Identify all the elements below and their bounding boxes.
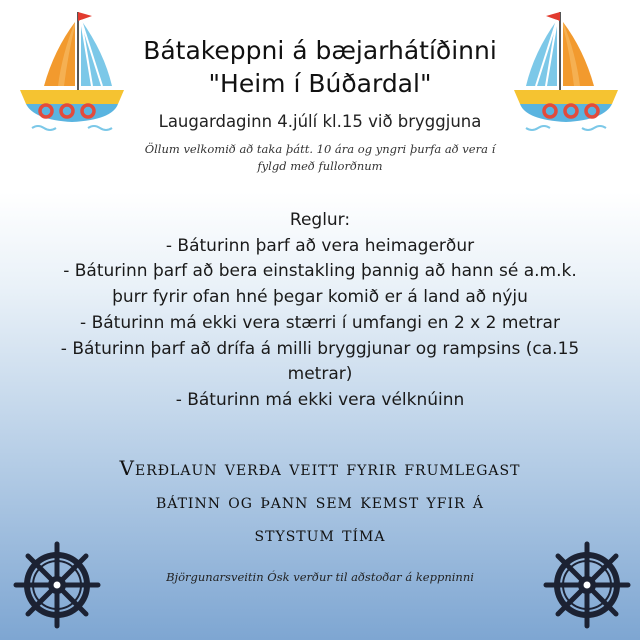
sailboat-icon xyxy=(508,4,626,136)
title-line: "Heim í Búðardal" xyxy=(208,69,432,98)
rule-line: metrar) xyxy=(287,364,353,385)
title-line: Bátakeppni á bæjarhátíðinni xyxy=(143,36,497,65)
page-title xyxy=(130,34,510,100)
rule-line: - Báturinn þarf að drífa á milli bryggjunar og rampsins (ca.15 xyxy=(60,338,580,359)
ship-wheel-icon xyxy=(12,540,102,630)
prize-line: bátinn og þann sem kemst yfir á xyxy=(155,489,485,513)
rule-line: - Báturinn má ekki vera stærri í umfangi en 2 x 2 metrar xyxy=(80,312,560,333)
prize-section xyxy=(70,452,570,551)
ship-wheel-icon xyxy=(542,540,632,630)
rule-line: - Báturinn má ekki vera vélknúinn xyxy=(175,389,465,410)
event-date: Laugardaginn 4.júlí kl.15 við bryggjuna xyxy=(158,112,482,131)
prize-line: stystum tíma xyxy=(254,522,386,546)
rule-line: - Báturinn þarf að bera einstakling þannig að hann sé a.m.k. xyxy=(63,261,577,282)
prize-line: Verðlaun verða veitt fyrir frumlegast xyxy=(119,456,521,480)
rules-section xyxy=(30,208,610,414)
sailboat-icon xyxy=(12,4,130,136)
welcome-note: Öllum velkomið að taka þátt. 10 ára og yngri þurfa að vera í fylgd með fullorðnum xyxy=(144,142,496,173)
rule-line: - Báturinn þarf að vera heimagerður xyxy=(165,235,475,256)
rule-line: þurr fyrir ofan hné þegar komið er á land að nýju xyxy=(112,287,528,308)
footer-note: Björgunarsveitin Ósk verður til aðstoðar á keppninni xyxy=(166,570,474,584)
rules-heading: Reglur: xyxy=(289,210,351,230)
